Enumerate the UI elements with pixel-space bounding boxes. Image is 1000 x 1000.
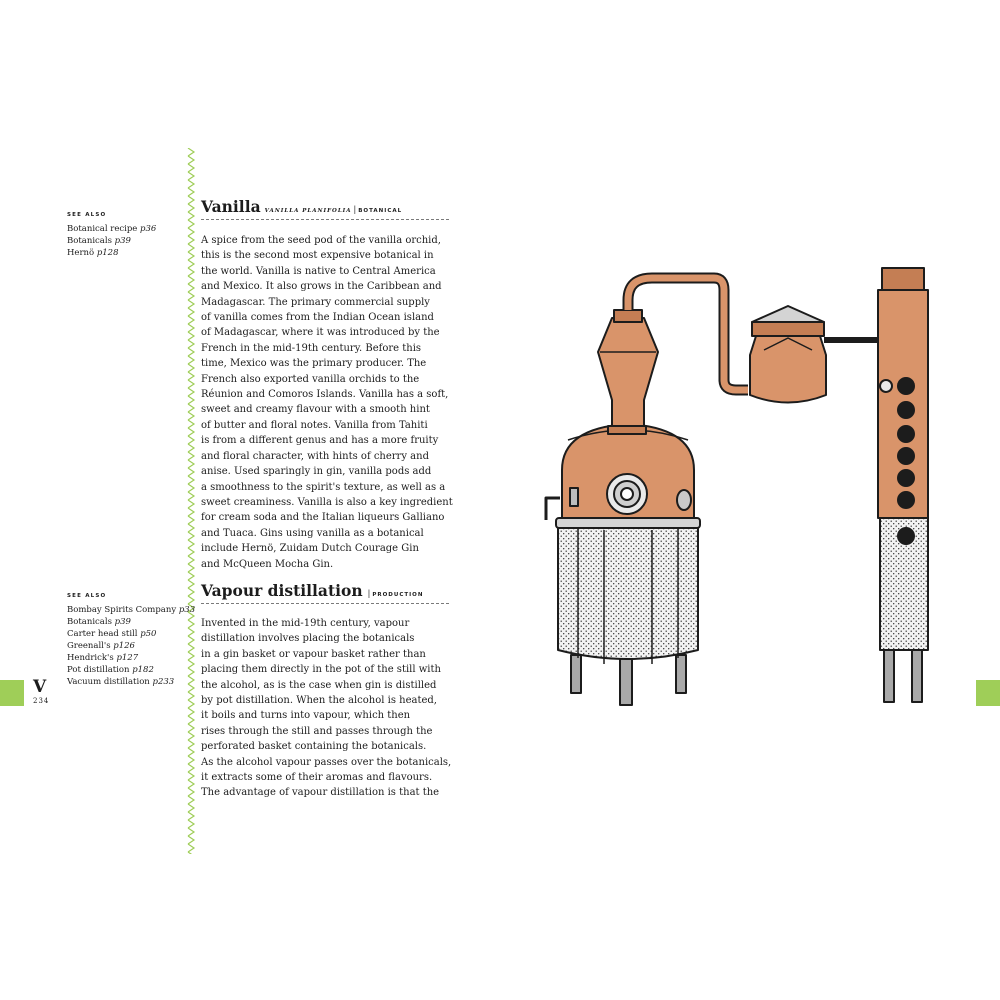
see-also-item[interactable]: Bombay Spirits Company p33 bbox=[67, 605, 196, 615]
see-also-label: SEE ALSO bbox=[67, 212, 107, 218]
see-also-item[interactable]: Hendrick's p127 bbox=[67, 653, 139, 663]
entry-body-vanilla: A spice from the seed pod of the vanilla orchid, this is the second most expensive botanical in the world. Vanilla is native to Central America and Mexico. It also grows in the Caribbean and Madagascar. The primary commercial supply of vanilla comes from the Indian Ocean island of Madagascar, where it was introduced by the French in the mid-19th century. Before this time, Mexico was the primary producer. The French also exported vanilla orchids to the Réunion and Comoros Islands. Vanilla has a soft, sweet and creamy flavour with a smooth hint of butter and floral notes. Vanilla from Tahiti is from a different genus and has a more fruity and floral character, with hints of cherry and anise. Used sparingly in gin, vanilla pods add a smoothness to the spirit's texture, as well as a sweet creaminess. Vanilla is also a key ingredient for cream soda and the Italian liqueurs Galliano and Tuaca. Gins using vanilla as a botanical include Hernö, Zuidam Dutch Courage Gin and McQueen Mocha Gin. bbox=[201, 235, 453, 570]
see-also-item[interactable]: Carter head still p50 bbox=[67, 629, 157, 639]
entry-title: Vapour distillation bbox=[201, 581, 363, 600]
heading-separator: | bbox=[353, 205, 357, 214]
page-number: 234 bbox=[33, 697, 50, 705]
see-also-item[interactable]: Greenall's p126 bbox=[67, 641, 135, 651]
entry-title: Vanilla bbox=[201, 197, 261, 216]
see-also-vapour bbox=[67, 590, 195, 688]
entry-category: BOTANICAL bbox=[358, 208, 403, 214]
entry-body-vapour: Invented in the mid-19th century, vapour distillation involves placing the botanicals in a gin basket or vapour basket rather than placing them directly in the pot of the still with the alcohol, as is the case when gin is distilled by pot distillation. When the alcohol is heated, it boils and turns into vapour, which then rises through the still and passes through the perforated basket containing the botanicals. As the alcohol vapour passes over the botanicals, it extracts some of their aromas and flavours. The advantage of vapour distillation is that the bbox=[201, 618, 452, 799]
entry-heading-vanilla bbox=[201, 197, 449, 220]
zigzag-divider bbox=[185, 148, 197, 854]
see-also-item[interactable]: Vacuum distillation p233 bbox=[67, 677, 175, 687]
chapter-letter: V bbox=[33, 677, 47, 697]
vapour-still-illustration bbox=[535, 262, 960, 712]
see-also-vanilla bbox=[67, 209, 156, 259]
entry-heading-vapour bbox=[201, 581, 449, 604]
chapter-tab-right bbox=[976, 680, 1000, 706]
see-also-item[interactable]: Pot distillation p182 bbox=[67, 665, 154, 675]
see-also-item[interactable]: Botanical recipe p36 bbox=[67, 224, 157, 234]
see-also-item[interactable]: Botanicals p39 bbox=[67, 236, 131, 246]
scientific-name: VANILLA PLANIFOLIA bbox=[264, 208, 352, 214]
see-also-label: SEE ALSO bbox=[67, 593, 107, 599]
see-also-item[interactable]: Botanicals p39 bbox=[67, 617, 131, 627]
entry-category: PRODUCTION bbox=[372, 592, 424, 598]
chapter-tab-left bbox=[0, 680, 24, 706]
see-also-item[interactable]: Hernö p128 bbox=[67, 248, 119, 258]
heading-separator: | bbox=[367, 589, 371, 598]
